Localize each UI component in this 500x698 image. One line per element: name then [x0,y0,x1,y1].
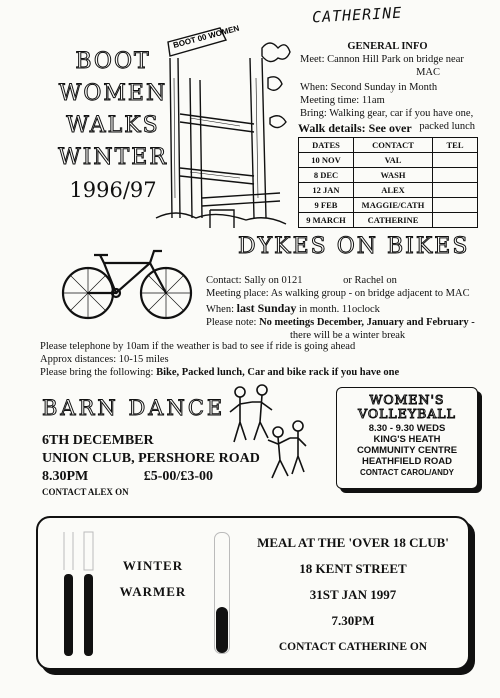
dykes-note [206,316,496,329]
general-info-meet: Meet: Cannon Hill Park on bridge near [300,54,464,65]
barn-dance-time: 8.30PM [42,469,89,484]
bicycle-illustration [60,245,195,325]
meal-details [238,530,468,660]
dykes-note-label: Please note: [206,317,257,328]
signpost-text: BOOT 00 WOMEN [172,23,241,50]
dykes-distances: Approx distances: 10-15 miles [40,354,169,365]
meal-box [36,516,470,670]
volleyball-title-2: VOLLEYBALL [358,406,456,421]
volleyball-time: 8.30 - 9.30 WEDS [368,423,446,434]
general-info-heading: GENERAL INFO [347,41,428,52]
dykes-when [206,302,496,316]
dykes-when-label: When: [206,304,234,315]
date-cell: 12 JAN [299,183,354,198]
title-line-2: WOMEN [58,81,168,106]
volleyball-place-2: COMMUNITY CENTRE [356,445,458,456]
dykes-info [206,274,496,342]
dykes-when-day: last Sunday [236,301,297,315]
tel-cell [433,153,478,168]
cutlery-icon [60,530,100,658]
tel-cell [433,213,478,228]
dykes-when-time: in month. 11oclock [298,304,380,315]
volleyball-place-1: KING'S HEATH [373,434,441,445]
column-header: CONTACT [354,138,433,153]
meal-venue: MEAL AT THE 'OVER 18 CLUB' [257,535,449,550]
meal-address: 18 KENT STREET [299,561,407,576]
tel-cell [433,168,478,183]
barn-dance-title: BARN DANCE [42,396,226,420]
meal-time: 7.30PM [331,613,375,628]
dykes-bring-items: Bike, Packed lunch, Car and bike rack if you have one [156,367,400,378]
column-header: DATES [299,138,354,153]
column-header: TEL [433,138,478,153]
volleyball-road: HEATHFIELD ROAD [361,456,453,467]
contact-cell: VAL [354,153,433,168]
contact-cell: CATHERINE [354,213,433,228]
general-info-time: Meeting time: 11am [300,95,385,106]
dykes-contact-sally: Contact: Sally on 0121 [206,275,303,286]
dykes-extra [40,340,495,379]
barn-dance-date: 6TH DECEMBER [42,433,154,448]
meal-date: 31ST JAN 1997 [309,587,397,602]
date-cell: 10 NOV [299,153,354,168]
barn-dance-time-row [42,468,272,486]
table-row [299,183,478,198]
date-cell: 9 MARCH [299,213,354,228]
dykes-telephone: Please telephone by 10am if the weather is bad to see if ride is going ahead [40,341,356,352]
dykes-bring-label: Please bring the following: [40,367,154,378]
general-info-bring-cont: packed lunch [419,121,475,132]
walk-details-heading: Walk details: See over [298,121,412,135]
barn-dance-details [42,432,272,498]
table-row [299,153,478,168]
walk-details-table [298,137,478,228]
title-line-3: WALKS [66,113,160,138]
title-line-4: WINTER [58,145,168,170]
dykes-contact [206,274,496,287]
dykes-note-cont: there will be a winter break [290,330,406,341]
date-cell: 8 DEC [299,168,354,183]
dykes-contact-rachel: or Rachel on [343,275,397,286]
contact-cell: ALEX [354,183,433,198]
dykes-meeting-place: Meeting place: As walking group - on bridge adjacent to MAC [206,288,470,299]
contact-cell: WASH [354,168,433,183]
winter-label: WINTER [122,558,184,573]
tel-cell [433,198,478,213]
barn-dance-contact: CONTACT ALEX ON [42,487,129,497]
meal-contact: CONTACT CATHERINE ON [278,641,428,653]
general-info-when: When: Second Sunday in Month [300,82,438,93]
contact-cell: MAGGIE/CATH [354,198,433,213]
barn-dance-venue: UNION CLUB, PERSHORE ROAD [42,451,260,466]
date-cell: 9 FEB [299,198,354,213]
title-line-5: 1996/97 [69,178,157,202]
dykes-note-text: No meetings December, January and February - [259,317,475,328]
general-info-meet-cont: MAC [416,67,440,78]
volleyball-title-1: WOMEN'S [369,392,445,407]
volleyball-box [336,387,478,489]
thermometer-icon [214,532,230,654]
barn-dance-price: £5-00/£3-00 [143,469,213,484]
volleyball-details [337,423,477,478]
dykes-bring [40,366,495,379]
table-row [299,198,478,213]
dykes-on-bikes-title: DYKES ON BIKES [238,234,470,259]
handwritten-name: CATHERINE [311,3,403,27]
volleyball-contact: CONTACT CAROL/ANDY [359,468,455,477]
thermometer-fill [216,607,228,653]
general-info-bring: Bring: Walking gear, car if you have one, [300,108,474,119]
title-line-1: BOOT [75,49,151,74]
table-header-row [299,138,478,153]
general-info [300,40,475,133]
tel-cell [433,183,478,198]
table-row [299,168,478,183]
stile-signpost-illustration [150,18,300,243]
warmer-label: WARMER [119,584,187,599]
table-row [299,213,478,228]
